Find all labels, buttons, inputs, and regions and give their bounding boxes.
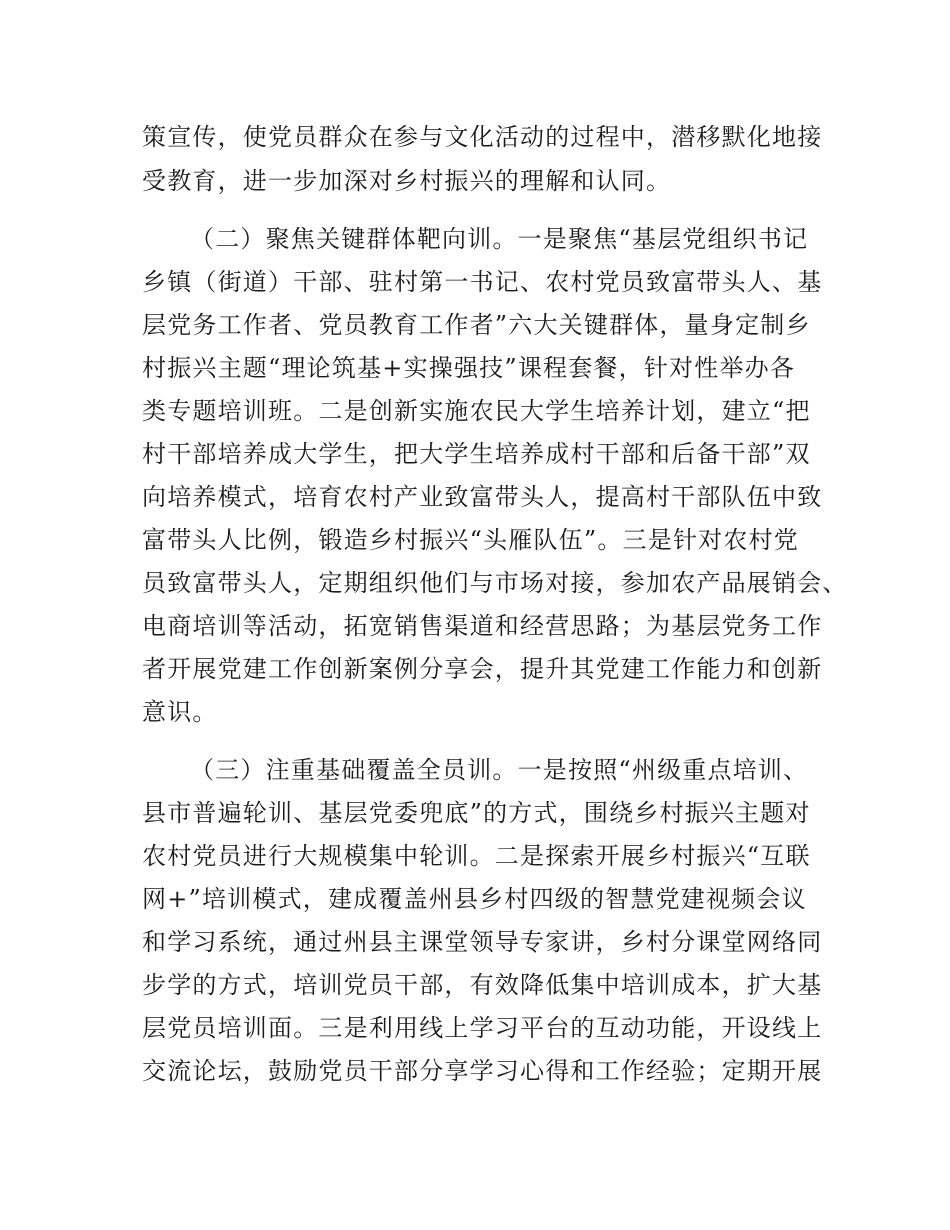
text-line: 电商培训等活动，拓宽销售渠道和经营思路；为基层党务工作 xyxy=(142,612,823,640)
text-line: 村干部培养成大学生，把大学生培养成村干部和后备干部”双 xyxy=(142,440,811,468)
text-line: 县市普遍轮训、基层党委兜底”的方式，围绕乡村振兴主题对 xyxy=(142,799,811,827)
section-heading-line: （二）聚焦关键群体靶向训。一是聚焦“基层党组织书记 xyxy=(190,225,809,253)
text-line: 步学的方式，培训党员干部，有效降低集中培训成本，扩大基 xyxy=(142,971,823,999)
text-line: 受教育，进一步加深对乡村振兴的理解和认同。 xyxy=(142,167,672,195)
text-line: 富带头人比例，锻造乡村振兴“头雁队伍”。三是针对农村党 xyxy=(142,526,799,554)
text-line: 者开展党建工作创新案例分享会，提升其党建工作能力和创新 xyxy=(142,655,823,683)
text-line: 村振兴主题“理论筑基+实操强技”课程套餐，针对性举办各 xyxy=(142,354,796,382)
section-heading-line: （三）注重基础覆盖全员训。一是按照“州级重点培训、 xyxy=(190,756,809,784)
text-line: 乡镇（街道）干部、驻村第一书记、农村党员致富带头人、基 xyxy=(142,268,823,296)
text-line: 层党务工作者、党员教育工作者”六大关键群体，量身定制乡 xyxy=(142,311,811,339)
text-line: 农村党员进行大规模集中轮训。二是探索开展乡村振兴“互联 xyxy=(142,842,811,870)
text-line: 交流论坛，鼓励党员干部分享学习心得和工作经验；定期开展 xyxy=(142,1057,823,1085)
text-line: 和学习系统，通过州县主课堂领导专家讲，乡村分课堂网络同 xyxy=(142,928,823,956)
text-line: 网+”培训模式，建成覆盖州县乡村四级的智慧党建视频会议 xyxy=(142,885,807,913)
text-line: 员致富带头人，定期组织他们与市场对接，参加农产品展销会、 xyxy=(142,569,848,597)
text-line: 层党员培训面。三是利用线上学习平台的互动功能，开设线上 xyxy=(142,1014,823,1042)
text-line: 类专题培训班。二是创新实施农民大学生培养计划，建立“把 xyxy=(142,397,811,425)
text-line: 策宣传，使党员群众在参与文化活动的过程中，潜移默化地接 xyxy=(142,123,823,151)
text-line: 向培养模式，培育农村产业致富带头人，提高村干部队伍中致 xyxy=(142,483,823,511)
text-line: 意识。 xyxy=(142,698,218,726)
